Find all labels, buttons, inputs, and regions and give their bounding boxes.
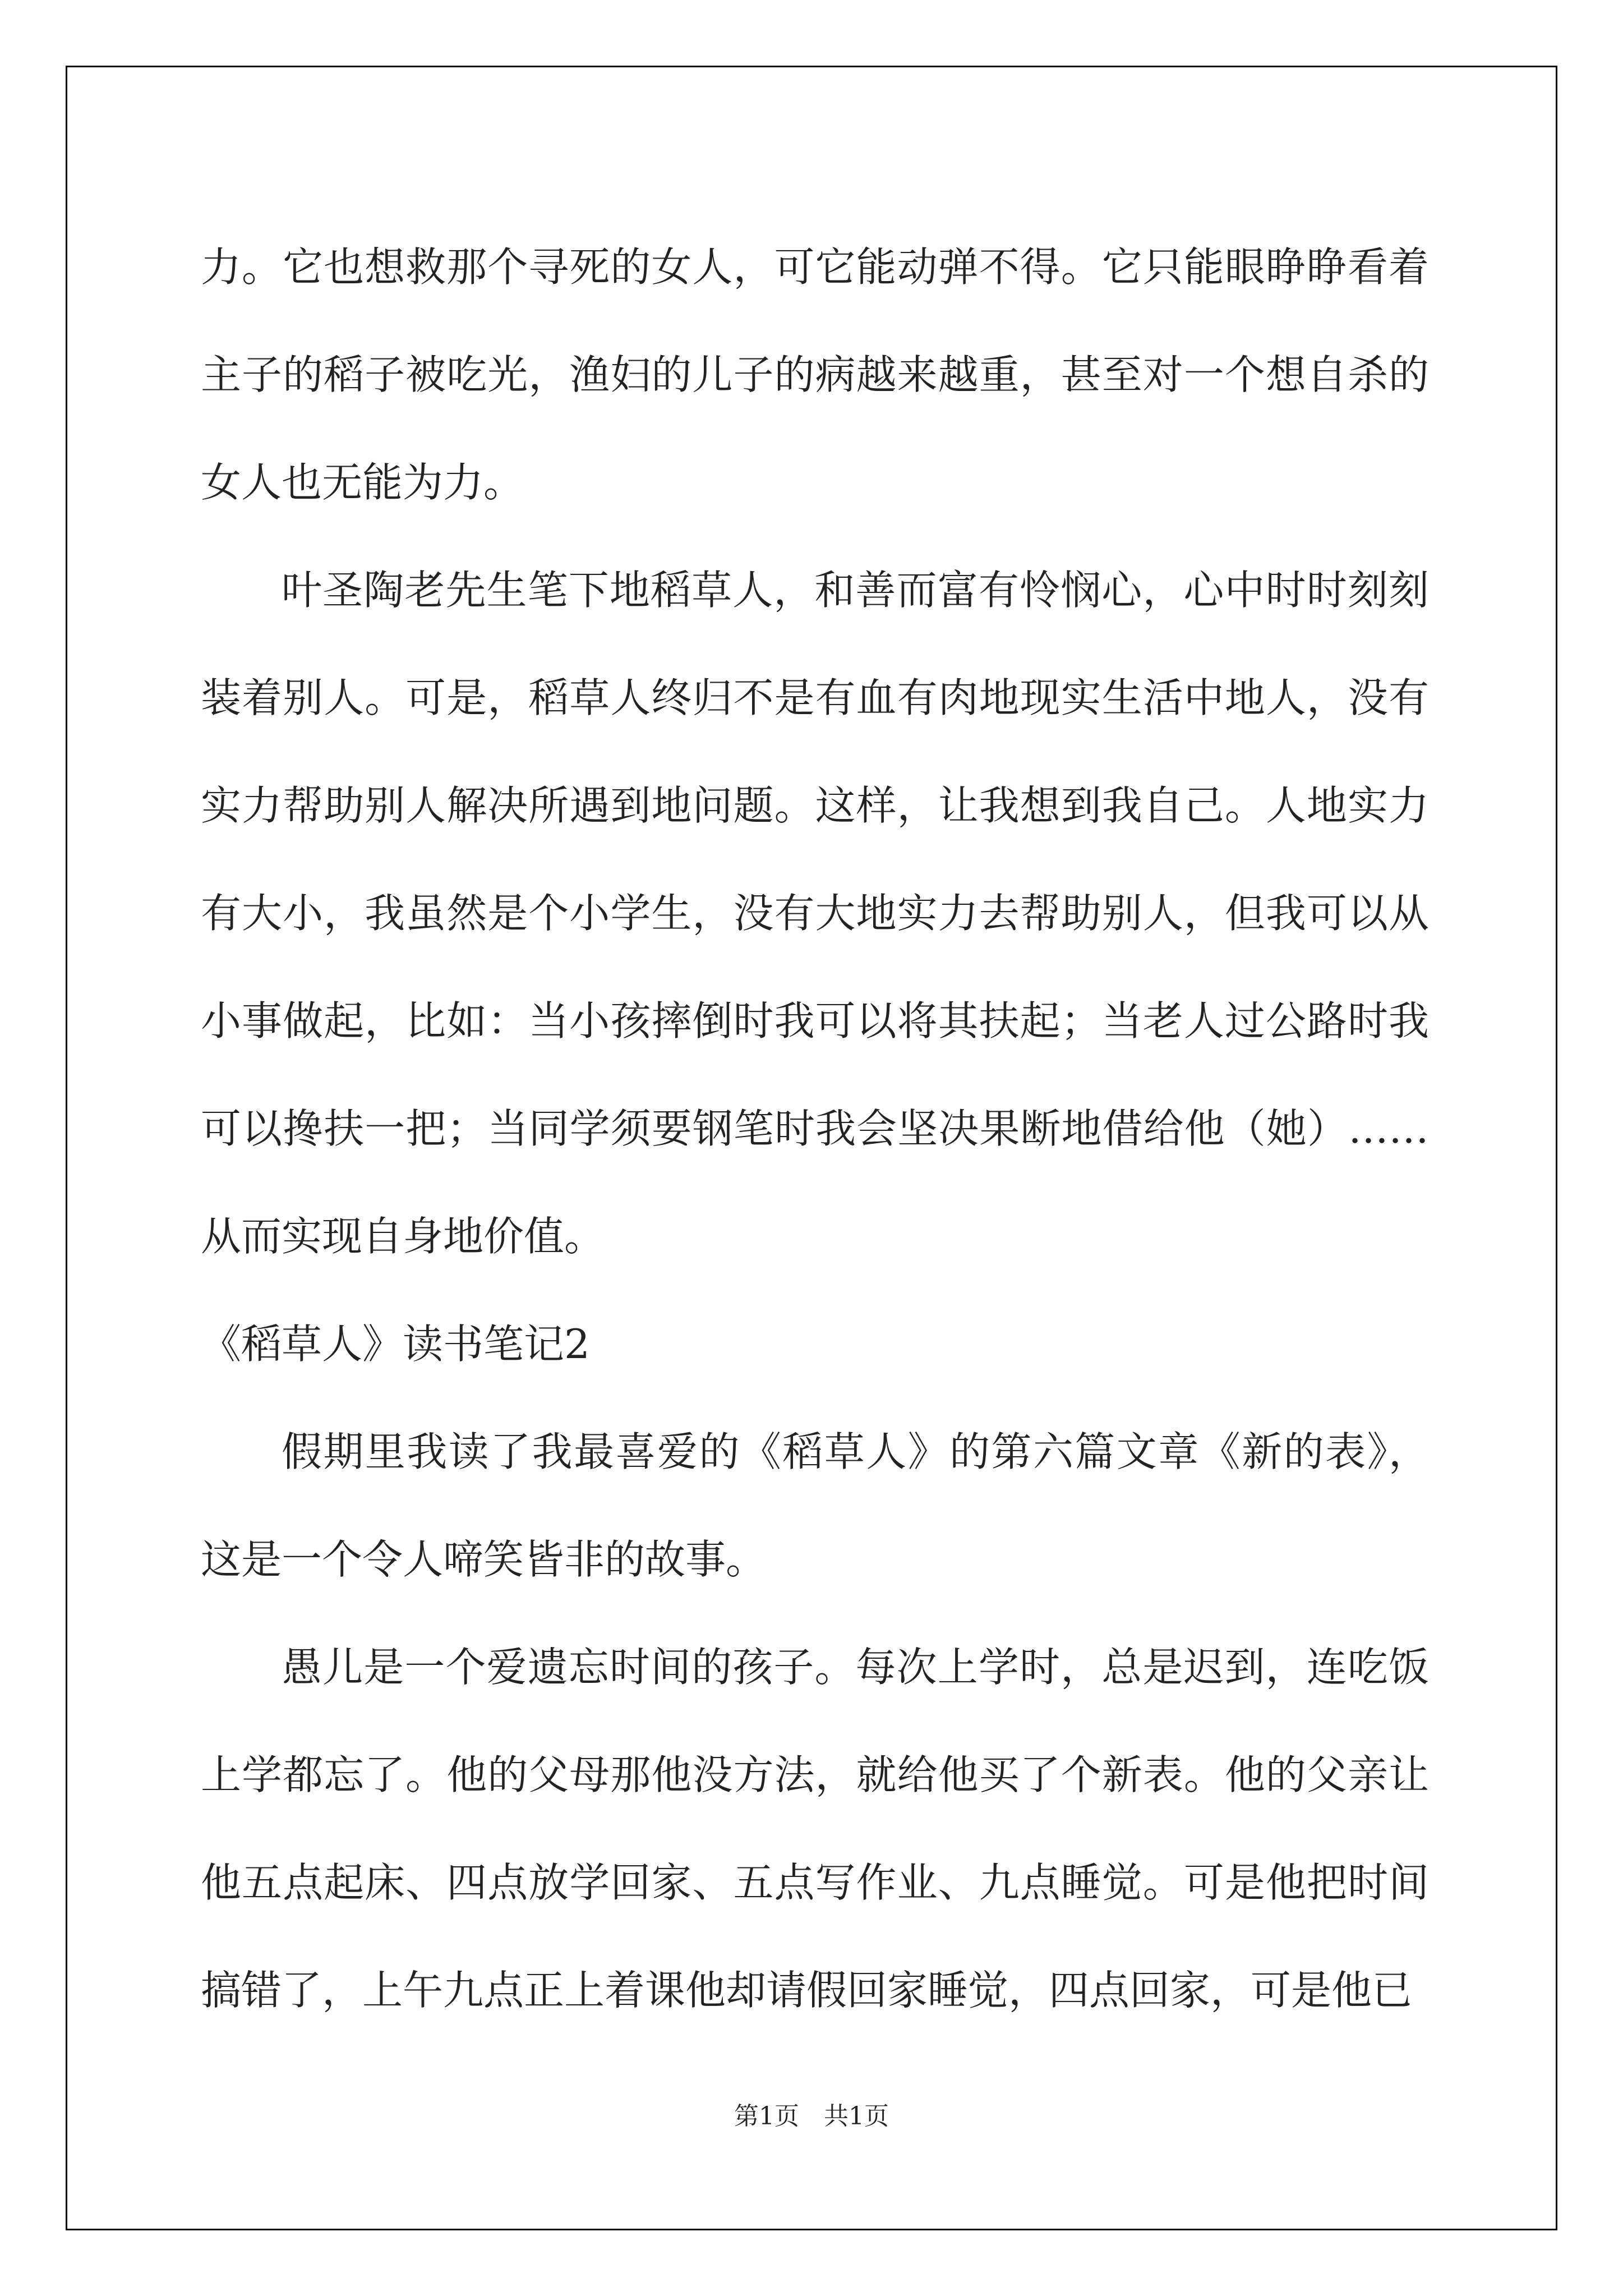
paragraph: 叶圣陶老先生笔下地稻草人，和善而富有怜悯心，心中时时刻刻装着别人。可是，稻草人终归不是有血有肉地现实生活中地人，没有实力帮助别人解决所遇到地问题。这样，让我想到我自己。人地实力有大小，我虽然是个小学生，没有大地实力去帮助别人，但我可以从小事做起，比如：当小孩摔倒时我可以将其扶起；当老人过公路时我可以搀扶一把；当同学须要钢笔时我会坚决果断地借给他（她）……从而实现自身地价值。 [201, 567, 1429, 1260]
paragraph: 假期里我读了我最喜爱的《稻草人》的第六篇文章《新的表》，这是一个令人啼笑皆非的故事。 [201, 1428, 1429, 1583]
document-body [201, 213, 1429, 2044]
section-heading: 《稻草人》读书笔记2 [201, 1320, 590, 1368]
page-number-footer: 第1页 共1页 [734, 2102, 889, 2131]
paragraph: 力。它也想救那个寻死的女人，可它能动弹不得。它只能眼睁睁看着主子的稻子被吃光，渔妇的儿子的病越来越重，甚至对一个想自杀的女人也无能为力。 [201, 243, 1429, 506]
paragraph: 愚儿是一个爱遗忘时间的孩子。每次上学时，总是迟到，连吃饭上学都忘了。他的父母那他没方法，就给他买了个新表。他的父亲让他五点起床、四点放学回家、五点写作业、九点睡觉。可是他把时间搞错了，上午九点正上着课他却请假回家睡觉，四点回家，可是他已 [201, 1644, 1429, 2014]
